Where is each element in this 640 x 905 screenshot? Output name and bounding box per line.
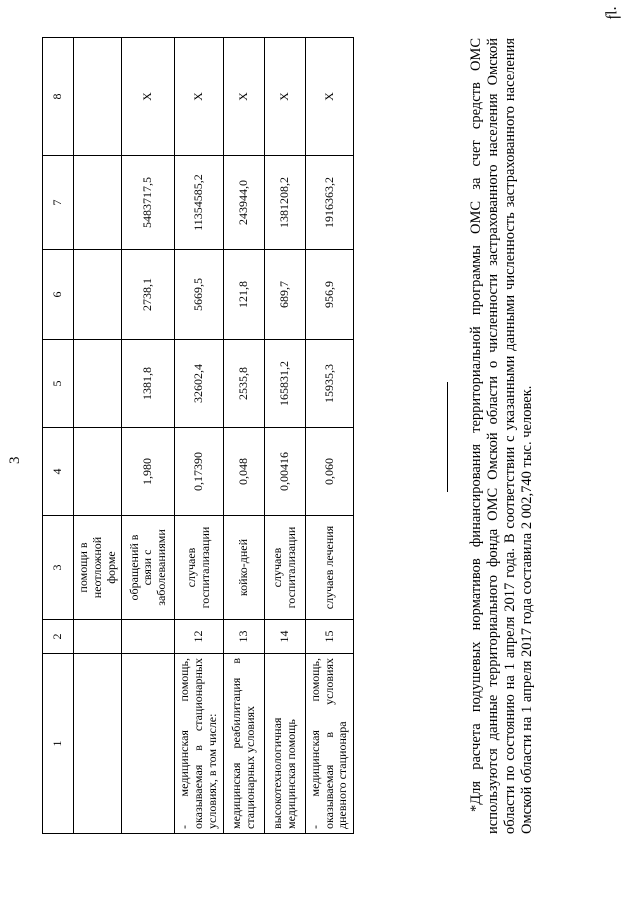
- row-mark: Х: [264, 38, 305, 156]
- row-mark: Х: [305, 38, 353, 156]
- row-value: 5483717,5: [122, 156, 175, 250]
- row-mark: [74, 38, 122, 156]
- row-name: высокотехнологичная медицинская помощь: [264, 654, 305, 834]
- row-unit: обращений в связи с заболеваниями: [122, 516, 175, 620]
- row-value: [74, 340, 122, 428]
- table-row: [223, 38, 264, 834]
- row-mark: Х: [122, 38, 175, 156]
- row-number: 14: [264, 620, 305, 654]
- row-value: 1916363,2: [305, 156, 353, 250]
- row-value: [74, 250, 122, 340]
- row-unit: случаев госпитализации: [264, 516, 305, 620]
- row-value: 165831,2: [264, 340, 305, 428]
- row-value: [74, 156, 122, 250]
- rotated-page-content: [0, 2, 640, 902]
- row-value: 689,7: [264, 250, 305, 340]
- table-row: [305, 38, 353, 834]
- row-name: - медицинская помощь, оказываемая в стационарных условиях, в том числе:: [175, 654, 223, 834]
- row-value: 5669,5: [175, 250, 223, 340]
- row-value: [74, 428, 122, 516]
- row-value: 1381208,2: [264, 156, 305, 250]
- row-value: 2535,8: [223, 340, 264, 428]
- footnote: *Для расчета подушевых нормативов финансирования территориальной программы ОМС за счет средств ОМС используются данные территориального фонда ОМС Омской области о численности застрахованного населения Омской области по состоянию на 1 апреля 2017 года. В соответствии с указанными данными численность застрахованного населения Омской области на 1 апреля 2017 года составила 2 002,740 тыс. человек.: [468, 38, 535, 834]
- row-value: 0,00416: [264, 428, 305, 516]
- row-name: [122, 654, 175, 834]
- header-cell: 3: [43, 516, 74, 620]
- row-value: 0,060: [305, 428, 353, 516]
- header-cell: 7: [43, 156, 74, 250]
- row-mark: Х: [175, 38, 223, 156]
- row-value: 0,17390: [175, 428, 223, 516]
- row-value: 0,048: [223, 428, 264, 516]
- row-name: - медицинская помощь, оказываемая в условиях дневного стационара: [305, 654, 353, 834]
- handwritten-mark: fl.: [602, 5, 622, 21]
- row-value: 121,8: [223, 250, 264, 340]
- row-value: 243944,0: [223, 156, 264, 250]
- row-value: 1381,8: [122, 340, 175, 428]
- table-row: [122, 38, 175, 834]
- row-unit: случаев лечения: [305, 516, 353, 620]
- table-header-row: [43, 38, 74, 834]
- row-unit: койко-дней: [223, 516, 264, 620]
- row-number: 13: [223, 620, 264, 654]
- table-row: [175, 38, 223, 834]
- row-value: 1,980: [122, 428, 175, 516]
- row-mark: Х: [223, 38, 264, 156]
- header-cell: 4: [43, 428, 74, 516]
- normatives-table: [42, 37, 354, 834]
- divider: [447, 382, 448, 492]
- header-cell: 5: [43, 340, 74, 428]
- row-unit: случаев госпитализации: [175, 516, 223, 620]
- row-value: 15935,3: [305, 340, 353, 428]
- header-cell: 8: [43, 38, 74, 156]
- row-number: 12: [175, 620, 223, 654]
- row-value: 32602,4: [175, 340, 223, 428]
- row-number: [122, 620, 175, 654]
- row-value: 2738,1: [122, 250, 175, 340]
- row-number: 15: [305, 620, 353, 654]
- header-cell: 6: [43, 250, 74, 340]
- row-unit: помощи в неотложной форме: [74, 516, 122, 620]
- page-number: 3: [7, 456, 23, 464]
- header-cell: 2: [43, 620, 74, 654]
- row-value: 11354585,2: [175, 156, 223, 250]
- header-cell: 1: [43, 654, 74, 834]
- row-number: [74, 620, 122, 654]
- row-name: [74, 654, 122, 834]
- row-value: 956,9: [305, 250, 353, 340]
- table-row: [264, 38, 305, 834]
- table-row: [74, 38, 122, 834]
- row-name: медицинская реабилитация в стационарных условиях: [223, 654, 264, 834]
